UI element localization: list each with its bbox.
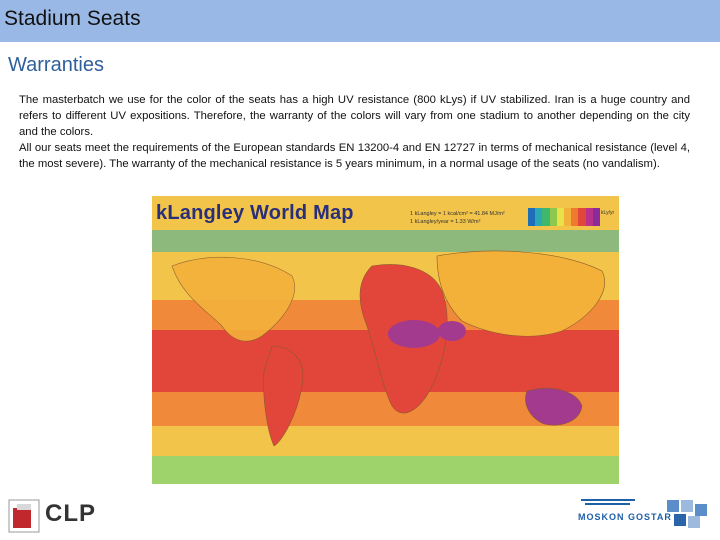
legend-unit-label: kLy/yr [601,210,615,216]
paragraph-mechanical: All our seats meet the requirements of the European standards EN 13200-4 and EN 12727 in terms of mechanical resistance (level 4, the most severe). The warranty of the mechanical resistance is 5 years minimum, in a normal usage of the seats (no vandalism). [19,141,690,170]
legend-swatch-3 [550,208,557,226]
page-title: Stadium Seats [4,7,141,30]
indonesia-shape [514,363,550,373]
clp-logo-block [13,508,31,528]
paragraph-uv: The masterbatch we use for the color of the seats has a high UV resistance (800 kLys) if UV stabilized. Iran is a huge country and refers to different UV expositions. Therefore, the warranty of the colors will vary from one stadium to another depending on the city and the colors. [19,94,690,138]
arabia-desert-shape [438,321,466,341]
legend-swatch-6 [571,208,578,226]
arctic-band [152,230,619,252]
legend-swatch-7 [578,208,585,226]
body-text [19,93,690,173]
moskon-building-icon [667,500,707,528]
map-formula [410,210,505,226]
world-map-graphic [152,196,619,484]
legend-swatch-8 [586,208,593,226]
header-bar [0,0,720,42]
clp-logo-text: CLP [45,500,96,527]
formula-line-1: 1 kLangley = 1 kcal/cm² = 41.84 MJ/m² [410,211,505,217]
legend-swatch-4 [557,208,564,226]
map-legend-bar [528,208,600,226]
sahara-desert-shape [388,320,440,348]
legend-swatch-5 [564,208,571,226]
formula-line-2: 1 kLangley/year = 1.33 W/m² [410,219,481,225]
moskon-arabic-script [581,500,635,504]
temperate-south-band [152,426,619,456]
section-subtitle: Warranties [8,54,104,76]
legend-swatch-0 [528,208,535,226]
legend-swatch-2 [542,208,549,226]
klangley-world-map [152,196,619,484]
moskon-gostar-logo-text: MOSKON GOSTAR [578,512,672,522]
clp-logo-seat [17,504,31,510]
legend-swatch-9 [593,208,600,226]
polar-south-band [152,456,619,484]
map-title: kLangley World Map [156,202,354,224]
legend-swatch-1 [535,208,542,226]
